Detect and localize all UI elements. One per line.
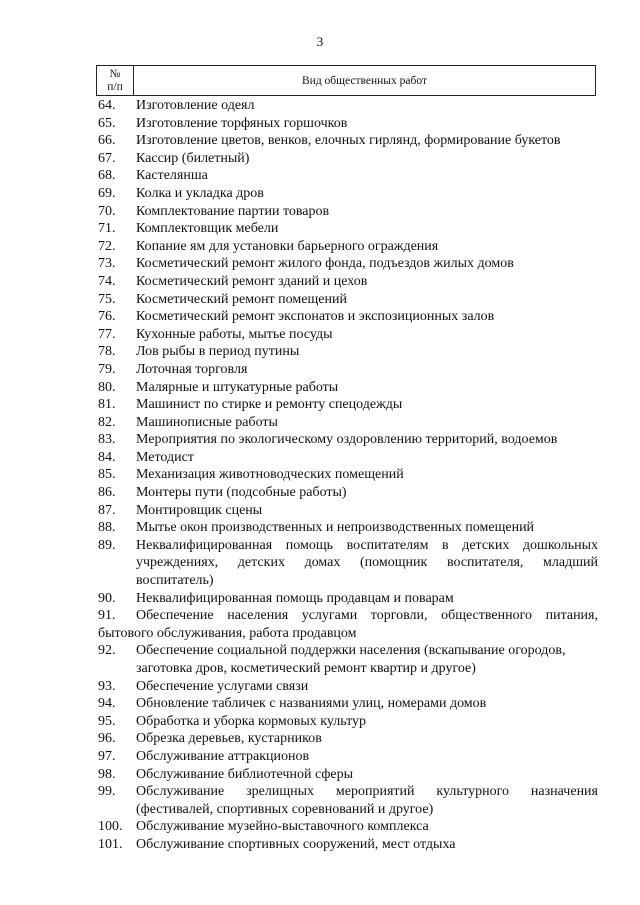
item-text: Малярные и штукатурные работы [136,379,339,395]
list-item [98,836,598,854]
item-number: 73. [98,256,116,272]
item-text: Обслуживание зрелищных мероприятий культурного назначения (фестивалей, спортивных соревнований и другое) [136,784,598,817]
item-text: Изготовление одеял [136,98,255,113]
list-item [98,220,598,238]
item-text: Мытье окон производственных и непроизводственных помещений [136,520,535,536]
item-number: 88. [98,520,116,536]
item-number: 93. [98,678,116,694]
item-number: 89. [98,537,116,553]
item-number: 92. [98,643,116,659]
item-number: 94. [98,696,116,712]
item-number: 85. [98,467,116,483]
item-number: 77. [98,326,116,342]
list-item [98,713,598,731]
work-types-list [98,97,598,854]
item-text: Мероприятия по экологическому оздоровлению территорий, водоемов [136,432,558,448]
list-item [98,783,598,818]
item-number: 65. [98,115,116,131]
item-text: Изготовление торфяных горшочков [136,115,348,131]
item-text: Изготовление цветов, венков, елочных гирлянд, формирование букетов [136,133,561,149]
header-number-abbr: п/п [107,80,123,93]
item-number: 79. [98,361,116,377]
list-item [98,379,598,397]
list-item [98,642,598,677]
item-number: 70. [98,203,116,219]
list-item [98,308,598,326]
item-number: 97. [98,748,116,764]
list-item [98,396,598,414]
item-text: Монтировщик сцены [136,502,263,518]
list-item [98,695,598,713]
item-text: Косметический ремонт жилого фонда, подъездов жилых домов [136,256,514,272]
item-number: 67. [98,150,116,166]
item-text: Обеспечение социальной поддержки населения (вскапывание огородов, заготовка дров, косметический ремонт квартир и другое) [136,643,566,676]
item-number: 75. [98,291,116,307]
item-text: Неквалифицированная помощь продавцам и поварам [136,590,454,606]
item-text: Обеспечение населения услугами торговли, общественного питания, бытового обслуживания, работа продавцом [98,608,598,641]
item-text: Механизация животноводческих помещений [136,467,404,483]
list-item [98,590,598,608]
item-text: Лов рыбы в период путины [136,344,300,360]
list-item [98,484,598,502]
list-item [98,343,598,361]
list-item [98,519,598,537]
item-number: 76. [98,309,116,325]
item-text: Обновление табличек с названиями улиц, номерами домов [136,696,487,712]
item-number: 81. [98,397,116,413]
item-number: 80. [98,379,116,395]
list-item [98,185,598,203]
list-item [98,466,598,484]
list-item [98,291,598,309]
list-item [98,414,598,432]
item-text: Обслуживание аттракционов [136,748,310,764]
list-item [98,730,598,748]
item-text: Машинист по стирке и ремонту спецодежды [136,397,403,413]
item-number: 69. [98,185,116,201]
item-number: 100. [98,819,123,835]
list-item [98,238,598,256]
item-text: Косметический ремонт зданий и цехов [136,273,368,289]
item-text: Кассир (билетный) [136,150,250,166]
item-number: 98. [98,766,116,782]
table-header [96,65,596,96]
item-text: Комплектовщик мебели [136,221,279,237]
list-item [98,273,598,291]
item-number: 101. [98,836,123,852]
item-number: 82. [98,414,116,430]
list-item [98,748,598,766]
item-text: Кастелянша [136,168,208,184]
item-text: Обслуживание библиотечной сферы [136,766,354,782]
list-item [98,818,598,836]
list-item [98,326,598,344]
item-text: Лоточная торговля [136,361,248,377]
list-item [98,678,598,696]
item-number: 68. [98,168,116,184]
list-item [98,502,598,520]
list-item [98,361,598,379]
item-number: 99. [98,784,116,800]
list-item [98,97,598,115]
item-text: Обслуживание спортивных сооружений, мест отдыха [136,836,456,852]
item-text: Комплектование партии товаров [136,203,330,219]
item-text: Методист [136,449,194,465]
item-text: Неквалифицированная помощь воспитателям в детских дошкольных учреждениях, детских домах (помощник воспитателя, младший воспитатель) [136,537,598,589]
list-item [98,431,598,449]
list-item [98,203,598,221]
list-item [98,449,598,467]
list-item [98,537,598,590]
item-text: Косметический ремонт экспонатов и экспозиционных залов [136,309,495,325]
item-number: 96. [98,731,116,747]
item-text: Обслуживание музейно-выставочного комплекса [136,819,429,835]
item-number: 72. [98,238,116,254]
page-number: 3 [316,34,324,49]
list-item [98,255,598,273]
item-text: Монтеры пути (подсобные работы) [136,485,347,501]
list-item [98,150,598,168]
item-number: 74. [98,273,116,289]
list-item [98,115,598,133]
item-number: 64. [98,98,116,113]
item-number: 83. [98,432,116,448]
item-number: 84. [98,449,116,465]
item-number: 71. [98,221,116,237]
header-title: Вид общественных работ [302,74,427,87]
item-number: 95. [98,713,116,729]
header-number-column [97,66,134,95]
item-number: 86. [98,485,116,501]
item-text: Косметический ремонт помещений [136,291,347,307]
list-item [98,132,598,150]
item-text: Копание ям для установки барьерного ограждения [136,238,439,254]
item-number: 90. [98,590,116,606]
item-number: 78. [98,344,116,360]
item-text: Обрезка деревьев, кустарников [136,731,322,747]
header-number-sign: № [109,67,121,80]
item-text: Машинописные работы [136,414,278,430]
item-text: Обеспечение услугами связи [136,678,309,694]
item-number: 91. [98,608,116,624]
item-text: Кухонные работы, мытье посуды [136,326,333,342]
list-item [98,607,598,642]
item-number: 87. [98,502,116,518]
list-item [98,167,598,185]
item-number: 66. [98,133,116,149]
item-text: Колка и укладка дров [136,185,264,201]
list-item [98,766,598,784]
item-text: Обработка и уборка кормовых культур [136,713,367,729]
